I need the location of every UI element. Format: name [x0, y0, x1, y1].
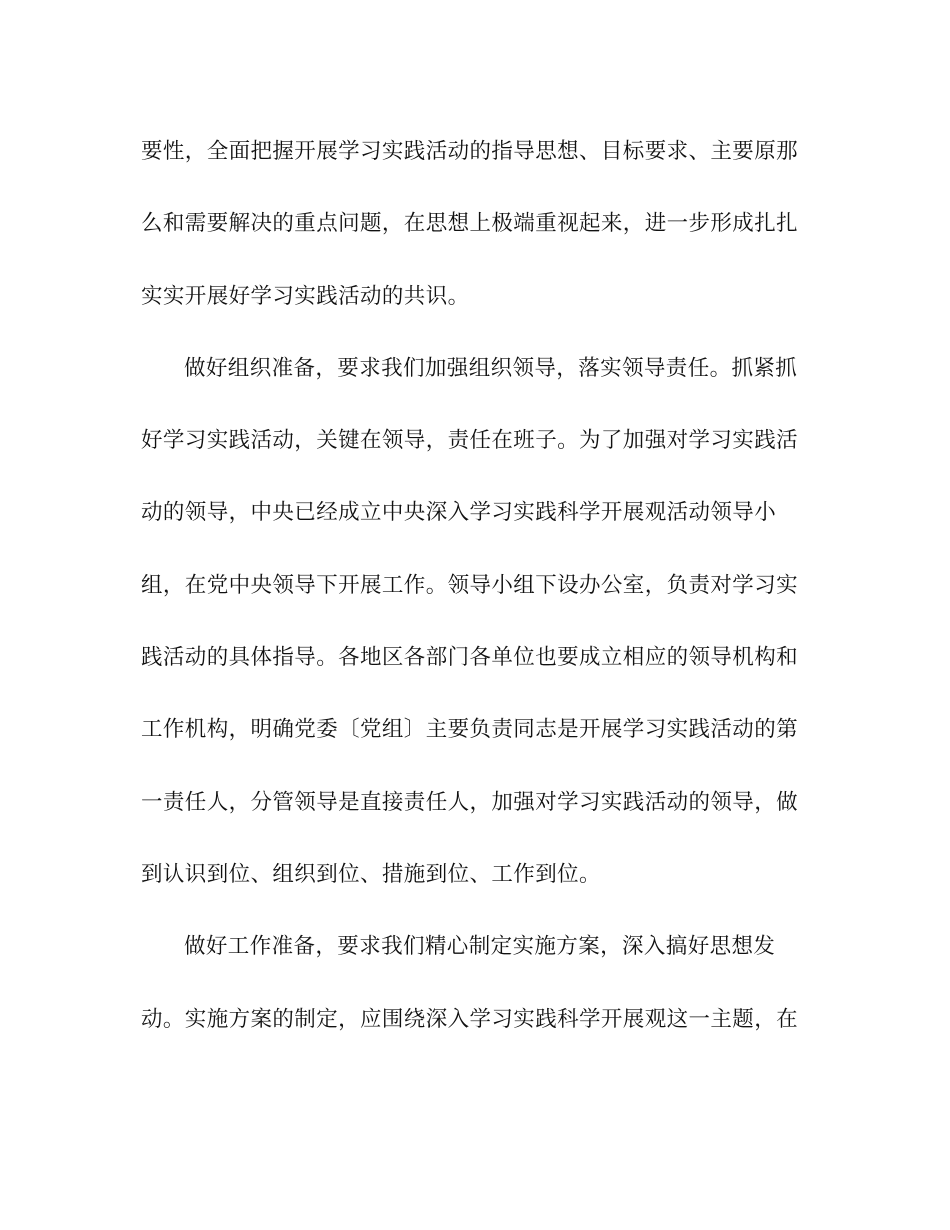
- paragraph-start-line: 做好组织准备，要求我们加强组织领导，落实领导责任。抓紧抓: [184, 355, 798, 381]
- paragraph-start-line: 做好工作准备，要求我们精心制定实施方案，深入搞好思想发: [184, 934, 776, 960]
- text-line: 到认识到位、组织到位、措施到位、工作到位。: [141, 861, 601, 887]
- text-line: 实实开展好学习实践活动的共识。: [141, 283, 470, 309]
- body-text: [141, 132, 801, 1072]
- text-line: 要性，全面把握开展学习实践活动的指导思想、目标要求、主要原那: [141, 139, 799, 164]
- text-line: 践活动的具体指导。各地区各部门各单位也要成立相应的领导机构和: [141, 645, 799, 671]
- text-line: 一责任人，分管领导是直接责任人，加强对学习实践活动的领导，做: [141, 789, 799, 815]
- text-line: 好学习实践活动，关键在领导，责任在班子。为了加强对学习实践活: [141, 428, 799, 454]
- text-line: 工作机构，明确党委〔党组〕主要负责同志是开展学习实践活动的第: [141, 717, 799, 743]
- text-line: 么和需要解决的重点问题，在思想上极端重视起来，进一步形成扎扎: [141, 211, 799, 237]
- text-line: 组，在党中央领导下开展工作。领导小组下设办公室，负责对学习实: [141, 572, 799, 598]
- text-line: 动的领导，中央已经成立中央深入学习实践科学开展观活动领导小: [141, 500, 777, 526]
- text-line: 动。实施方案的制定，应围绕深入学习实践科学开展观这一主题，在: [141, 1006, 799, 1032]
